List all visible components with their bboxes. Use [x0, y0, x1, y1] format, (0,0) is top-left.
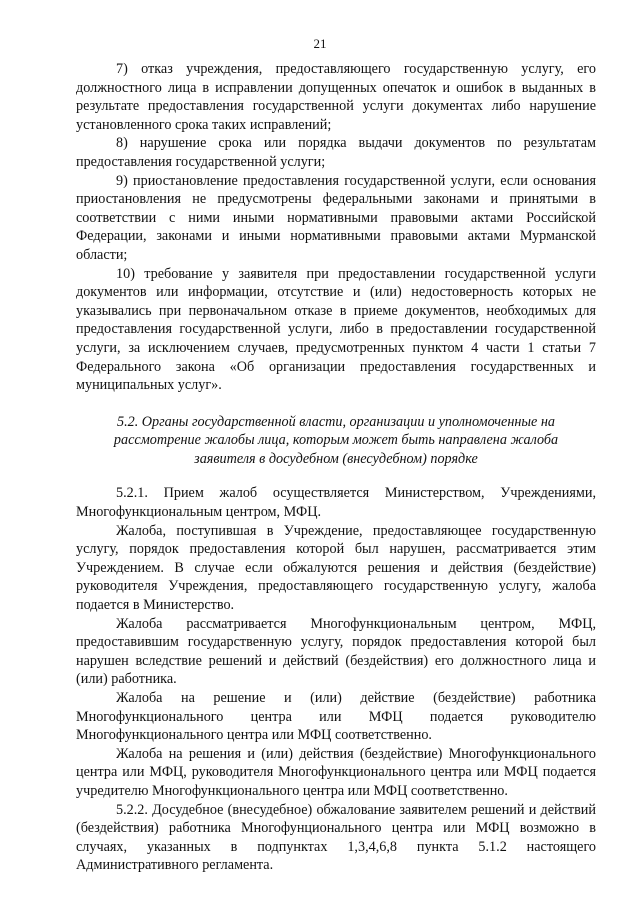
- paragraph-complaint-mfc: Жалоба рассматривается Многофункциональным центром, МФЦ, предоставившим государственную услугу, порядок предоставления которой был нарушен вследствие решений и действий (бездействия) его должностного лица и (или) работника.: [76, 615, 596, 688]
- paragraph-5-2-2: 5.2.2. Досудебное (внесудебное) обжалование заявителем решений и действий (бездействия) работника Многофунционального центра или МФЦ возможно в случаях, указанных в подпунктах 1,3,4,6,8 пункта 5.1.2 настоящего Административного регламента.: [76, 801, 596, 874]
- section-heading: 5.2. Органы государственной власти, организации и уполномоченные на рассмотрение жалобы лица, которым может быть направлена жалоба заявителя в досудебном (внесудебном) порядке: [113, 413, 559, 467]
- paragraph-5-2-1: 5.2.1. Прием жалоб осуществляется Министерством, Учреждениями, Многофункциональным центром, МФЦ.: [76, 485, 596, 521]
- list-item-9: 9) приостановление предоставления государственной услуги, если основания приостановления не предусмотрены федеральными законами и принятыми в соответствии с ними иными нормативными правовыми актами Российской Федерации, законами и иными нормативными правовыми актами Мурманской области;: [76, 172, 596, 263]
- paragraph-complaint-institution: Жалоба, поступившая в Учреждение, предоставляющее государственную услугу, порядок предоставления которой был нарушен, рассматривается этим Учреждением. В случае если обжалуются решения и действия (бездействие) руководителя Учреждения, предоставляющего государственную услугу, жалоба подается в Министерство.: [76, 522, 596, 614]
- list-item-7: 7) отказ учреждения, предоставляющего государственную услугу, его должностного лица в исправлении допущенных опечаток и ошибок в выданных в результате предоставления государственной услуги документах либо нарушение установленного срока таких исправлений;: [76, 61, 596, 133]
- paragraph-complaint-mfc-head: Жалоба на решения и (или) действия (бездействие) Многофункционального центра или МФЦ, руководителя Многофункционального центра или МФЦ подается учредителю Многофункционального центра или МФЦ соответственно.: [76, 745, 596, 799]
- list-item-8: 8) нарушение срока или порядка выдачи документов по результатам предоставления государственной услуги;: [76, 135, 596, 170]
- paragraph-complaint-mfc-worker: Жалоба на решение и (или) действие (бездействие) работника Многофункционального центра или МФЦ подается руководителю Многофункционального центра или МФЦ соответственно.: [76, 690, 596, 744]
- page-number: 21: [313, 36, 327, 51]
- list-item-10: 10) требование у заявителя при предоставлении государственной услуги документов или информации, отсутствие и (или) недостоверность которых не указывались при первоначальном отказе в приеме документов, необходимых для предоставления государственной услуги, либо в предоставлении государственной услуги, за исключением случаев, предусмотренных пунктом 4 части 1 статьи 7 Федерального закона «Об организации предоставления государственных и муниципальных услуг».: [76, 265, 596, 394]
- page-content: [76, 60, 596, 875]
